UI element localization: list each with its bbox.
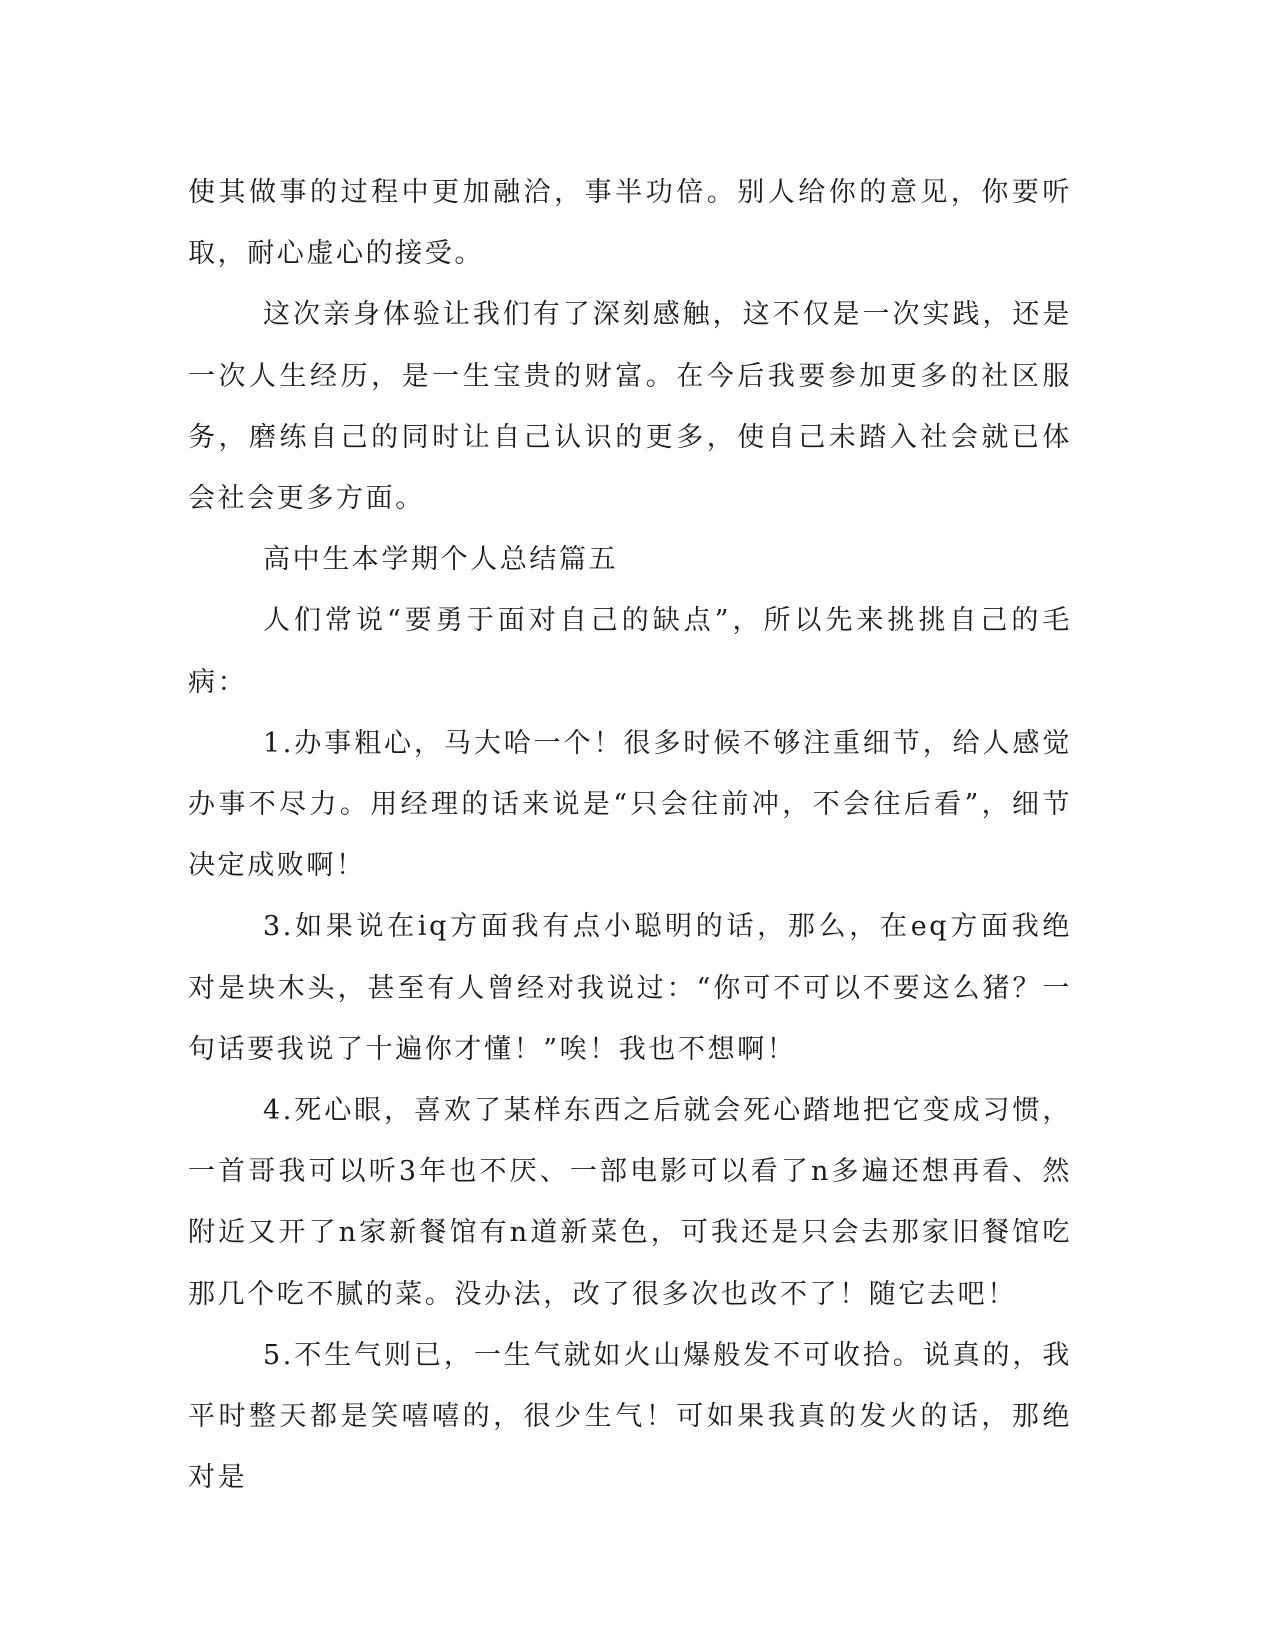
paragraph-item-5: 5.不生气则已，一生气就如火山爆般发不可收拾。说真的，我平时整天都是笑嘻嘻的，很少生气！可如果我真的发火的话，那绝对是 [188, 1339, 1072, 1494]
paragraph-1: 使其做事的过程中更加融洽，事半功倍。别人给你的意见，你要听取，耐心虚心的接受。 [188, 177, 1072, 270]
paragraph-2: 这次亲身体验让我们有了深刻感触，这不仅是一次实践，还是一次人生经历，是一生宝贵的财富。在今后我要参加更多的社区服务，磨练自己的同时让自己认识的更多，使自己未踏入社会就已体会社会更多方面。 [188, 299, 1072, 515]
paragraph-item-1: 1.办事粗心，马大哈一个！很多时候不够注重细节，给人感觉办事不尽力。用经理的话来说是“只会往前冲，不会往后看”，细节决定成败啊！ [188, 727, 1072, 882]
document-body [188, 162, 1072, 1508]
paragraph-item-3: 3.如果说在iq方面我有点小聪明的话，那么，在eq方面我绝对是块木头，甚至有人曾经对我说过：“你可不可以不要这么猪？一句话要我说了十遍你才懂！”唉！我也不想啊！ [188, 911, 1072, 1065]
paragraph-intro: 人们常说“要勇于面对自己的缺点”，所以先来挑挑自己的毛病： [188, 605, 1072, 698]
section-heading: 高中生本学期个人总结篇五 [263, 544, 619, 576]
paragraph-item-4: 4.死心眼，喜欢了某样东西之后就会死心踏地把它变成习惯，一首哥我可以听3年也不厌、一部电影可以看了n多遍还想再看、然附近又开了n家新餐馆有n道新菜色，可我还是只会去那家旧餐馆吃那几个吃不腻的菜。没办法，改了很多次也改不了！随它去吧！ [188, 1095, 1072, 1310]
